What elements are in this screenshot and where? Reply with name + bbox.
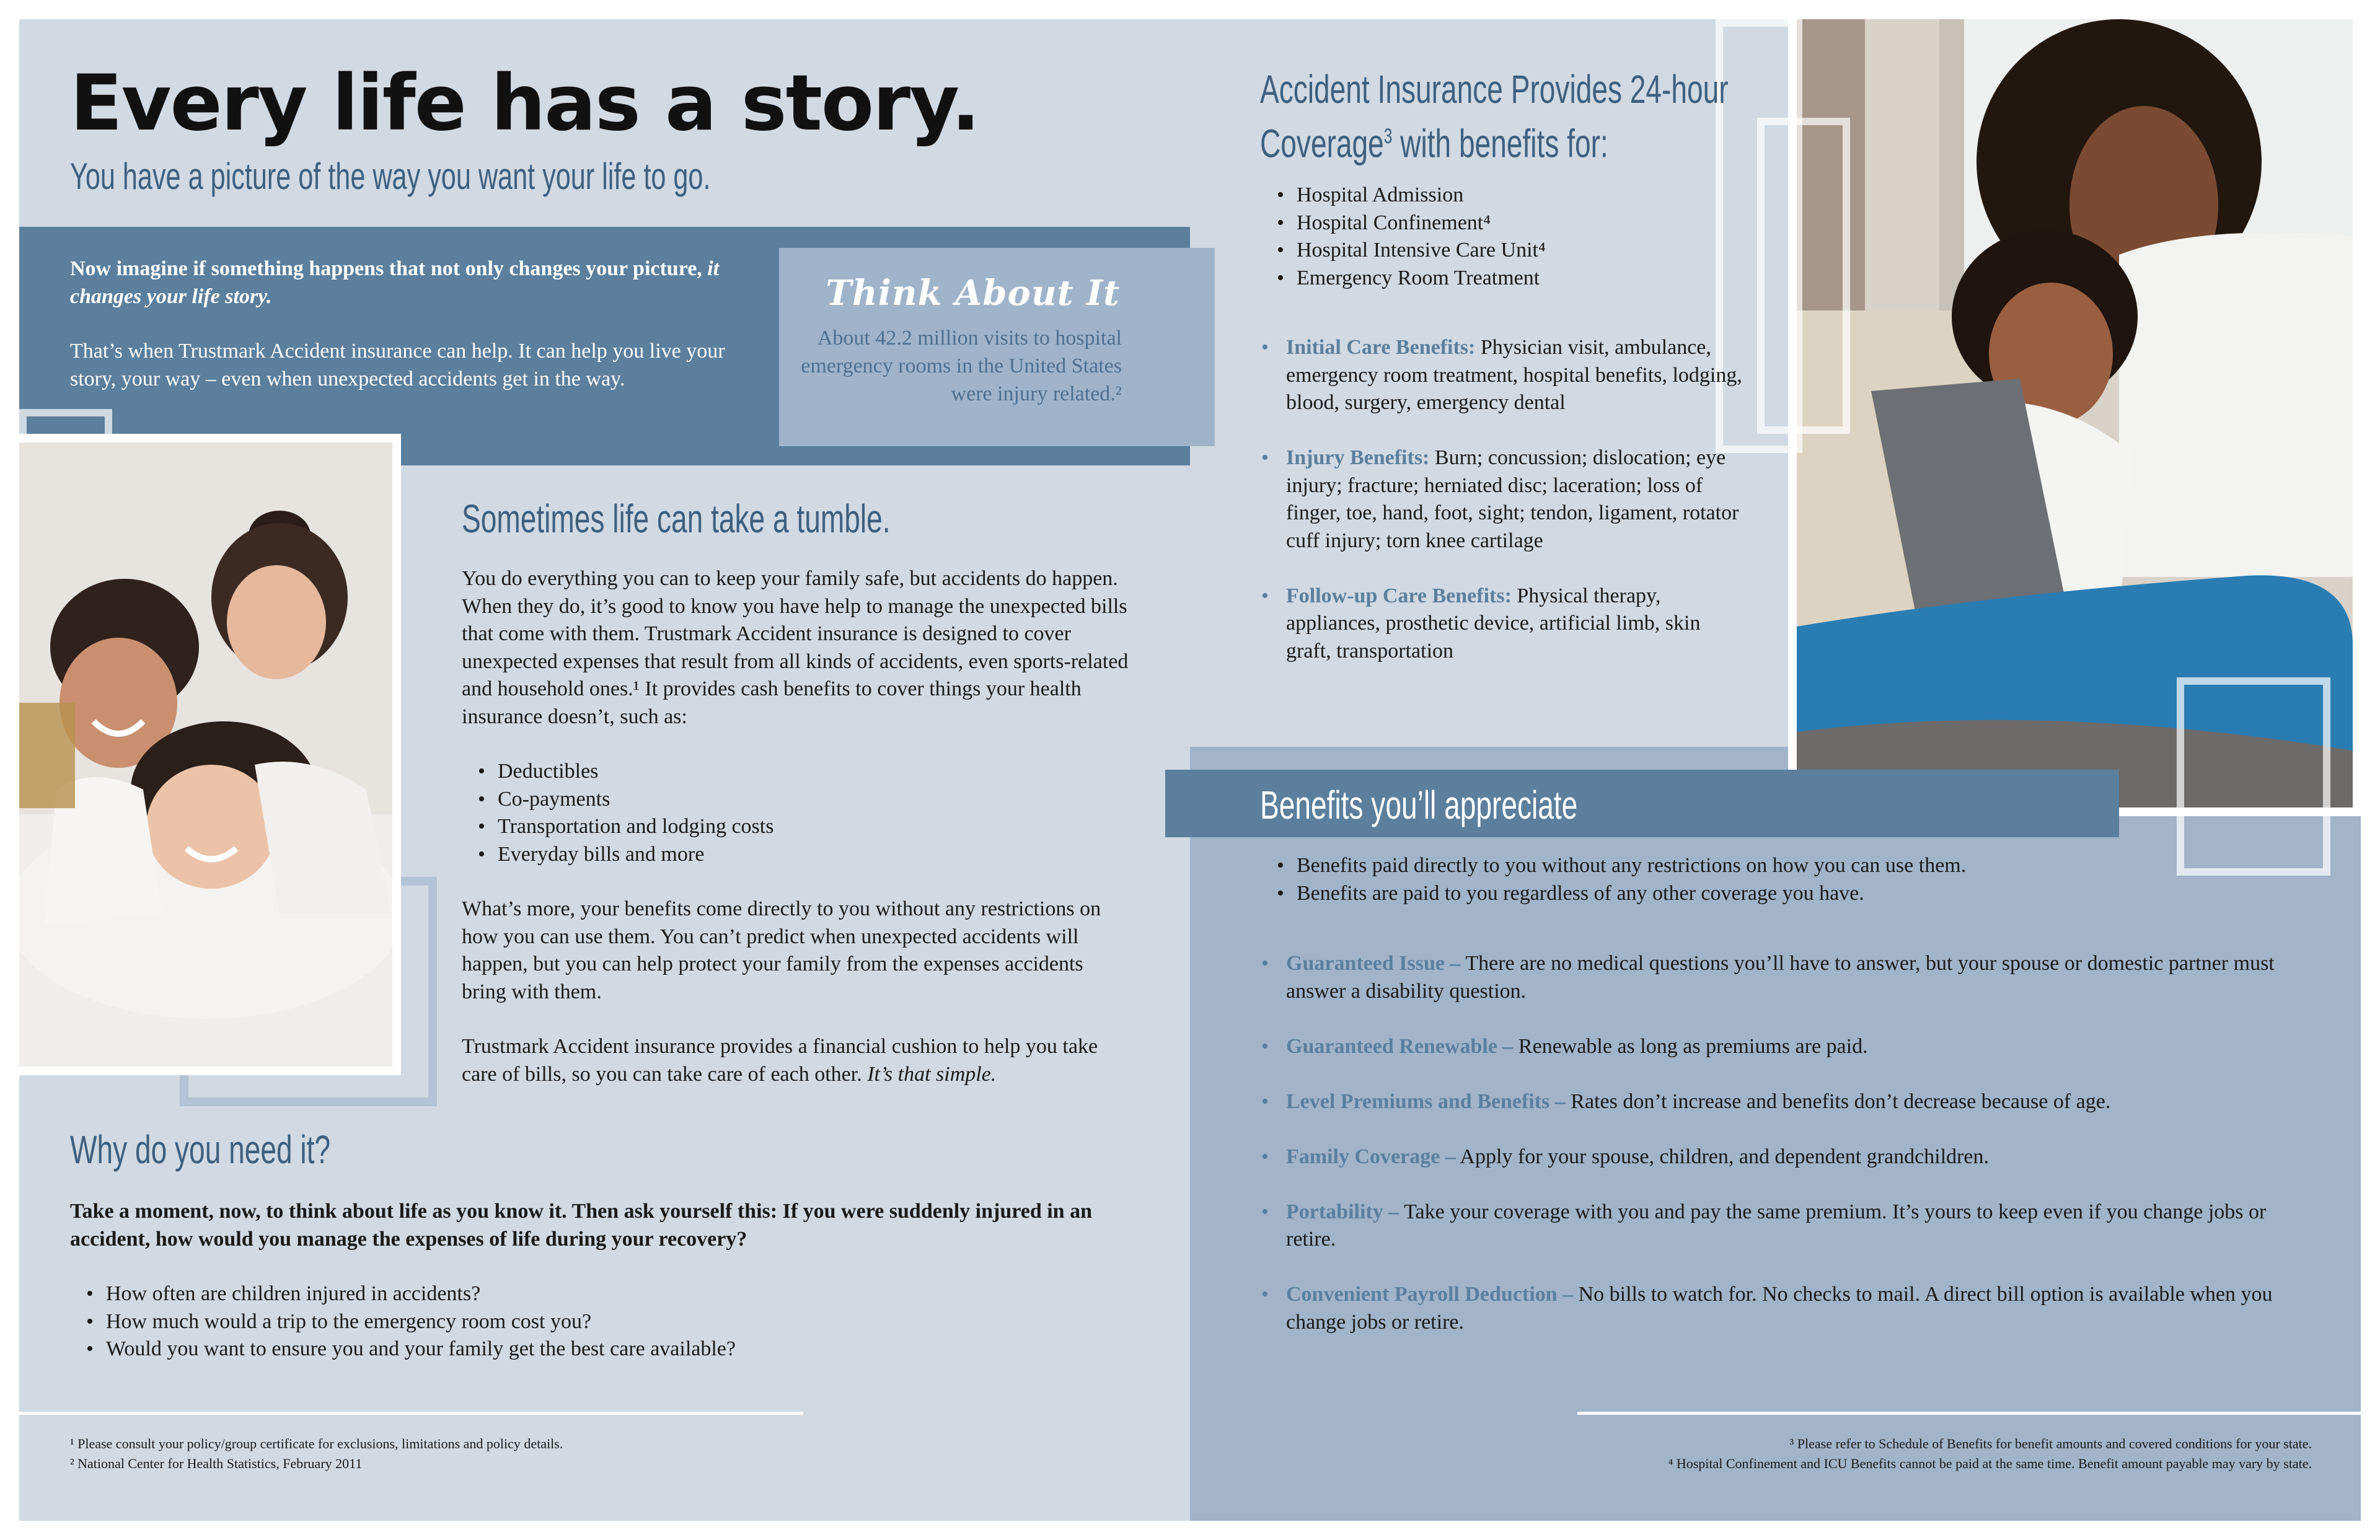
footnote-divider <box>19 1412 803 1415</box>
benefit-item <box>1256 583 1746 666</box>
intro-bold-italic: it changes your life story. <box>70 257 720 308</box>
why-heading: Why do you need it? <box>70 1127 331 1172</box>
list-item: • Would you want to ensure you and your family get the best care available? <box>86 1335 1136 1363</box>
list-item: • Co-payments <box>478 786 1131 814</box>
benefit-item <box>1256 444 1746 555</box>
photo-girls-laughing <box>11 434 401 1075</box>
list-item: • Benefits are paid to you regardless of any other coverage you have. <box>1277 880 2330 908</box>
benefit-term: Initial Care Benefits: <box>1286 336 1476 359</box>
appreciate-heading: Benefits you’ll appreciate <box>1260 783 1578 827</box>
feature-text: Take your coverage with you and pay the same premium. It’s yours to keep even if you change jobs or retire. <box>1286 1200 2267 1251</box>
feature-item <box>1256 1281 2304 1336</box>
decorative-frame <box>1757 118 1850 434</box>
feature-text: No bills to watch for. No checks to mail. A direct bill option is available when you change jobs or retire. <box>1286 1283 2273 1334</box>
coverage-heading-line-2: Coverage <box>1260 121 1384 166</box>
tumble-paragraph-2: What’s more, your benefits come directly to you without any restrictions on how you can use them. You can’t predict when unexpected accidents will happen, but you can help protect your family from the expenses accidents bring with them. <box>462 897 1101 1003</box>
list-item: • Hospital Admission <box>1277 182 1748 209</box>
coverage-heading-sup: 3 <box>1383 125 1393 148</box>
coverage-heading <box>1260 66 1729 167</box>
coverage-heading-line-1: Accident Insurance Provides 24-hour <box>1260 67 1729 112</box>
think-about-it-heading: Think About It <box>826 273 1120 314</box>
feature-text: Renewable as long as premiums are paid. <box>1513 1034 1868 1058</box>
right-footnotes <box>1289 1434 2312 1474</box>
decorative-frame <box>2177 677 2330 876</box>
feature-item <box>1256 1033 2304 1061</box>
feature-term: Guaranteed Issue – <box>1286 952 1461 975</box>
intro-paragraph: That’s when Trustmark Accident insurance can help. It can help you live your story, your way – even when unexpected accidents get in the way. <box>70 340 725 390</box>
list-item: • How much would a trip to the emergency room cost you? <box>86 1308 1136 1336</box>
why-list <box>86 1280 1136 1363</box>
feature-item <box>1256 1088 2304 1116</box>
coverage-list <box>1277 182 1748 292</box>
page-title: Every life has a story. <box>70 59 979 148</box>
feature-term: Convenient Payroll Deduction – <box>1286 1283 1574 1306</box>
appreciate-list <box>1277 852 2330 907</box>
list-item: • Deductibles <box>478 758 1131 786</box>
benefit-text: Physician visit, ambulance, emergency room treatment, hospital benefits, lodging, blood, surgery, emergency dental <box>1286 336 1742 414</box>
list-item: • Benefits paid directly to you without any restrictions on how you can use them. <box>1277 852 2330 880</box>
benefit-text: Physical therapy, appliances, prosthetic device, artificial limb, skin graft, transportation <box>1286 584 1701 662</box>
feature-term: Portability – <box>1286 1200 1399 1223</box>
list-item: • Hospital Intensive Care Unit⁴ <box>1277 237 1748 265</box>
feature-text: Apply for your spouse, children, and dependent grandchildren. <box>1455 1145 1989 1168</box>
cost-list <box>478 758 1131 868</box>
feature-item <box>1256 950 2304 1005</box>
feature-text: There are no medical questions you’ll have to answer, but your spouse or domestic partner must answer a disability question. <box>1286 952 2275 1003</box>
feature-list <box>1256 950 2304 1364</box>
left-footnotes <box>70 1434 1124 1474</box>
why-section <box>70 1198 1136 1363</box>
think-about-it-text: About 42.2 million visits to hospital emergency rooms in the United States were injury related.² <box>801 327 1122 405</box>
benefit-item <box>1256 334 1746 417</box>
tumble-heading: Sometimes life can take a tumble. <box>462 496 891 541</box>
benefit-detail-list <box>1256 334 1746 693</box>
tumble-paragraph-3-italic: It’s that simple. <box>867 1062 997 1086</box>
footnote: ⁴ Hospital Confinement and ICU Benefits cannot be paid at the same time. Benefit amount payable may vary by state. <box>1668 1456 2312 1471</box>
list-item: • Everyday bills and more <box>478 841 1131 869</box>
benefit-text: Burn; concussion; dislocation; eye injury; fracture; herniated disc; laceration; loss of finger, toe, hand, foot, sight; tendon, ligament, rotator cuff injury; torn knee cartilage <box>1286 446 1739 552</box>
benefit-term: Injury Benefits: <box>1286 446 1430 469</box>
footnote: ¹ Please consult your policy/group certificate for exclusions, limitations and policy details. <box>70 1436 563 1451</box>
tumble-section <box>462 565 1131 1088</box>
list-item: • Hospital Confinement⁴ <box>1277 209 1748 237</box>
footnote-divider <box>1577 1412 2361 1415</box>
tumble-paragraph-1: You do everything you can to keep your family safe, but accidents do happen. When they do, it’s good to know you have help to manage the unexpected bills that come with them. Trustmark Accident insurance is designed to cover unexpected expenses that result from all kinds of accidents, even sports-related and household ones.¹ It provides cash benefits to cover things your health insurance doesn’t, such as: <box>462 567 1129 728</box>
list-item: • Emergency Room Treatment <box>1277 265 1748 293</box>
page-subtitle: You have a picture of the way you want your life to go. <box>70 156 711 197</box>
benefit-term: Follow-up Care Benefits: <box>1286 584 1512 607</box>
feature-item <box>1256 1143 2304 1171</box>
feature-term: Family Coverage – <box>1286 1145 1456 1168</box>
feature-text: Rates don’t increase and benefits don’t decrease because of age. <box>1565 1089 2111 1113</box>
intro-text <box>70 255 752 393</box>
coverage-heading-line-2-end: with benefits for: <box>1392 121 1608 166</box>
why-bold-text: Take a moment, now, to think about life as you know it. Then ask yourself this: If you were suddenly injured in an accident, how would you manage the expenses of life during your recovery? <box>70 1200 1092 1251</box>
feature-item <box>1256 1199 2304 1254</box>
list-item: • How often are children injured in accidents? <box>86 1280 1136 1308</box>
intro-bold: Now imagine if something happens that not only changes your picture, <box>70 257 708 280</box>
feature-term: Guaranteed Renewable – <box>1286 1034 1514 1058</box>
list-item: • Transportation and lodging costs <box>478 813 1131 841</box>
footnote: ² National Center for Health Statistics, February 2011 <box>70 1456 363 1471</box>
tumble-paragraph-3: Trustmark Accident insurance provides a financial cushion to help you take care of bills, so you can take care of each other. <box>462 1035 1098 1086</box>
feature-term: Level Premiums and Benefits – <box>1286 1089 1566 1113</box>
footnote: ³ Please refer to Schedule of Benefits for benefit amounts and covered conditions for your state. <box>1789 1436 2312 1451</box>
